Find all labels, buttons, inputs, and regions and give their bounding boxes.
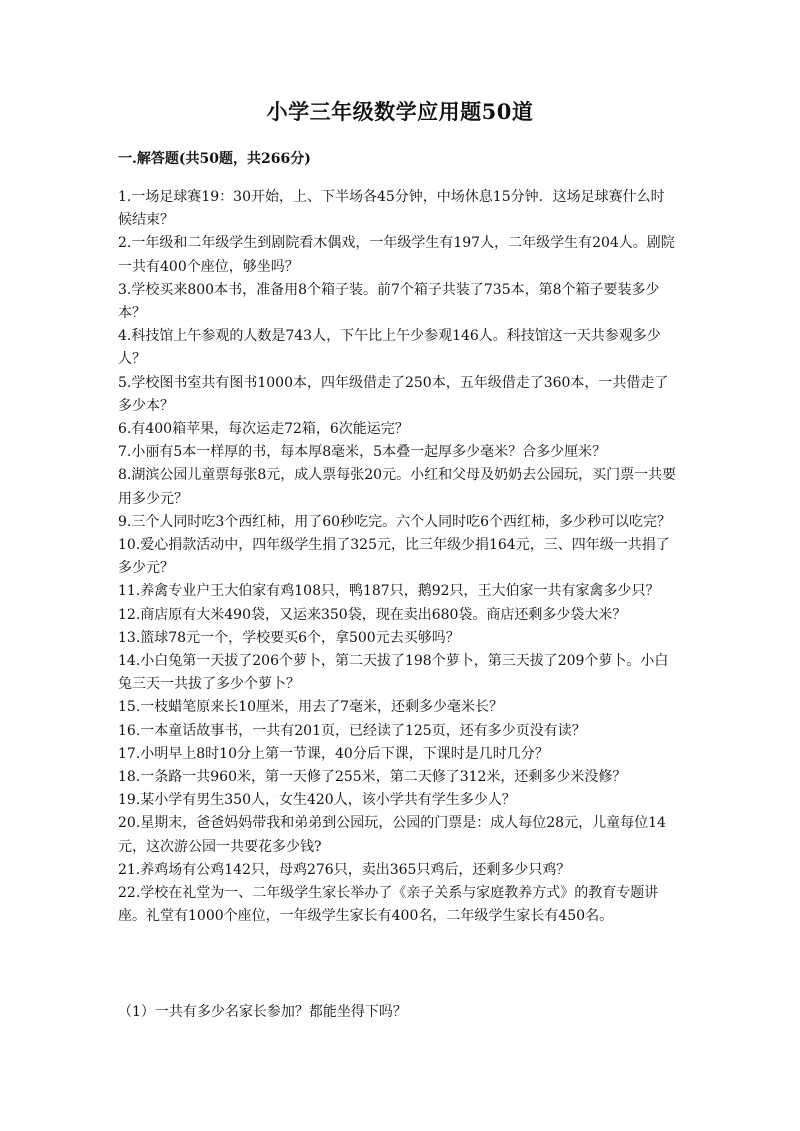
question-item: 22.学校在礼堂为一、二年级学生家长举办了《亲子关系与家庭教养方式》的教育专题讲座。礼堂有1000个座位，一年级学生家长有400名，二年级学生家长有450名。 <box>118 885 659 925</box>
question-item: 15.一枝蜡笔原来长10厘米，用去了7毫米，还剩多少毫米长？ <box>118 699 503 716</box>
question-item: 17.小明早上8时10分上第一节课，40分后下课，下课时是几时几分？ <box>118 745 549 762</box>
question-item: 3.学校买来800本书，准备用8个箱子装。前7个箱子共装了735本，第8个箱子要装多少本？ <box>118 281 660 322</box>
question-item: 4.科技馆上午参观的人数是743人，下午比上午少参观146人。科技馆这一天共参观多少人？ <box>118 328 661 368</box>
question-item: 13.篮球78元一个，学校要买6个，拿500元去买够吗？ <box>118 629 460 646</box>
question-list <box>118 186 678 929</box>
question-item: 9.三个人同时吃3个西红柿，用了60秒吃完。六个人同时吃6个西红柿，多少秒可以吃完？ <box>118 513 671 530</box>
question-item: 6.有400箱苹果，每次运走72箱，6次能运完？ <box>118 421 409 438</box>
question-item: 14.小白兔第一天拔了206个萝卜，第二天拔了198个萝卜，第三天拔了209个萝卜。小白兔三天一共拔了多少个萝卜？ <box>118 653 669 693</box>
question-item: 1.一场足球赛19：30开始，上、下半场各45分钟，中场休息15分钟．这场足球赛什么时候结束？ <box>118 189 665 229</box>
question-item: 8.湖滨公园儿童票每张8元，成人票每张20元。小红和父母及奶奶去公园玩，买门票一共要用多少元？ <box>118 467 677 507</box>
question-item: 10.爱心捐款活动中，四年级学生捐了325元，比三年级少捐164元，三、四年级一共捐了多少元？ <box>118 537 670 577</box>
question-item: 12.商店原有大米490袋，又运来350袋，现在卖出680袋。商店还剩多少袋大米？ <box>118 606 627 623</box>
question-item: 5.学校图书室共有图书1000本，四年级借走了250本，五年级借走了360本，一共借走了多少本？ <box>118 374 669 414</box>
page-title: 小学三年级数学应用题50道 <box>266 99 534 124</box>
question-item: 21.养鸡场有公鸡142只，母鸡276只，卖出365只鸡后，还剩多少只鸡？ <box>118 861 571 878</box>
question-item: 20.星期末，爸爸妈妈带我和弟弟到公园玩，公园的门票是：成人每位28元，儿童每位14元，这次游公园一共要花多少钱? <box>118 815 666 855</box>
subquestion: （1）一共有多少名家长参加？都能坐得下吗？ <box>118 1004 407 1020</box>
section-heading: 一.解答题(共50题，共266分) <box>118 151 311 167</box>
question-item: 7.小丽有5本一样厚的书，每本厚8毫米，5本叠一起厚多少毫米？合多少厘米？ <box>118 444 607 461</box>
question-item: 2.一年级和二年级学生到剧院看木偶戏，一年级学生有197人，二年级学生有204人。剧院一共有400个座位，够坐吗？ <box>118 235 675 275</box>
question-item: 16.一本童话故事书，一共有201页，已经读了125页，还有多少页没有读？ <box>118 722 586 739</box>
question-item: 19.某小学有男生350人，女生420人，该小学共有学生多少人？ <box>118 792 516 809</box>
question-item: 11.养禽专业户王大伯家有鸡108只，鸭187只，鹅92只，王大伯家一共有家禽多少只？ <box>118 583 660 600</box>
question-item: 18.一条路一共960米，第一天修了255米，第二天修了312米，还剩多少米没修？ <box>118 769 627 786</box>
